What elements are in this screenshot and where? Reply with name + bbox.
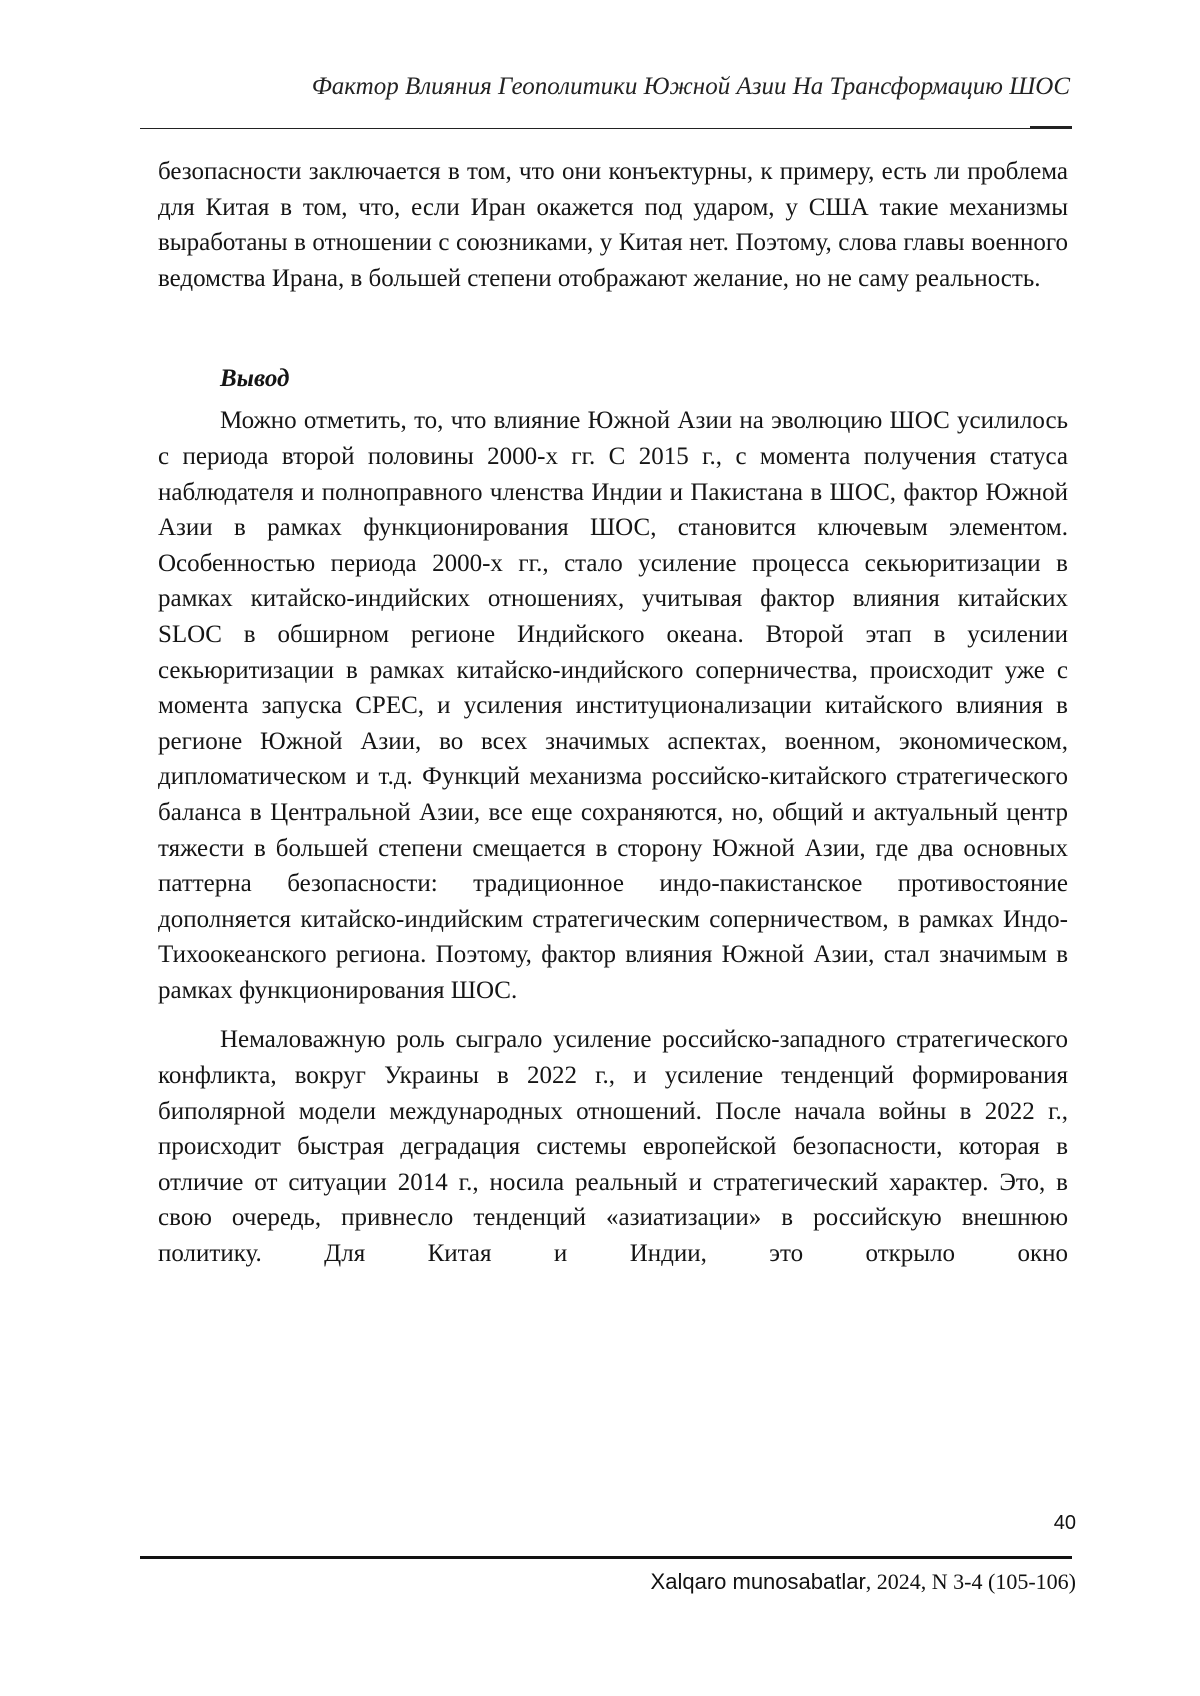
conclusion-paragraph-1: Можно отметить, то, что влияние Южной Азии на эволюцию ШОС усилилось с периода второй половины 2000-х гг. С 2015 г., с момента получения статуса наблюдателя и полноправного членства Индии и Пакистана в ШОС, фактор Южной Азии в рамках функционирования ШОС, становится ключевым элементом. Особенностью периода 2000-х гг., стало усиление процесса секьюритизации в рамках китайско-индийских отношениях, учитывая фактор влияния китайских SLOC в обширном регионе Индийского океана. Второй этап в усилении секьюритизации в рамках китайско-индийского соперничества, происходит уже с момента запуска CPEC, и усиления институционализации китайского влияния в регионе Южной Азии, во всех значимых аспектах, военном, экономическом, дипломатическом и т.д. Функций механизма российско-китайского стратегического баланса в Центральной Азии, все еще сохраняются, но, общий и актуальный центр тяжести в большей степени смещается в сторону Южной Азии, где два основных паттерна безопасности: традиционное индо-пакистанское противостояние дополняется китайско-индийским стратегическим соперничеством, в рамках Индо-Тихоокеанского региона. Поэтому, фактор влияния Южной Азии, стал значимым в рамках функционирования ШОС. xyxy=(158,407,1068,1004)
journal-name: Xalqaro munosabatlar xyxy=(650,1569,866,1594)
footer-rule xyxy=(140,1556,1072,1559)
continued-paragraph: безопасности заключается в том, что они конъектурны, к примеру, есть ли проблема для Китая в том, что, если Иран окажется под ударом, у США такие механизмы выработаны в отношении с союзниками, у Китая нет. Поэтому, слова главы военного ведомства Ирана, в большей степени отображают желание, но не саму реальность. xyxy=(158,158,1068,292)
journal-issue: , 2024, N 3-4 (105-106) xyxy=(865,1569,1076,1594)
header-rule-accent xyxy=(1030,126,1072,128)
conclusion-paragraph-2: Немаловажную роль сыграло усиление российско-западного стратегического конфликта, вокруг Украины в 2022 г., и усиление тенденций формирования биполярной модели международных отношений. После начала войны в 2022 г., происходит быстрая деградация системы европейской безопасности, которая в отличие от ситуации 2014 г., носила реальный и стратегический характер. Это, в свою очередь, привнесло тенденций «азиатизации» в российскую внешнюю политику. Для Китая и Индии, это открыло окно xyxy=(158,1026,1068,1268)
running-head: Фактор Влияния Геополитики Южной Азии На Трансформацию ШОС xyxy=(311,73,1070,100)
paragraph-gap xyxy=(158,1008,1068,1022)
page-number: 40 xyxy=(1053,1512,1076,1534)
page-body xyxy=(158,154,1068,1272)
header-rule xyxy=(140,128,1072,129)
journal-footer xyxy=(560,1568,1076,1596)
section-heading: Вывод xyxy=(220,365,290,393)
